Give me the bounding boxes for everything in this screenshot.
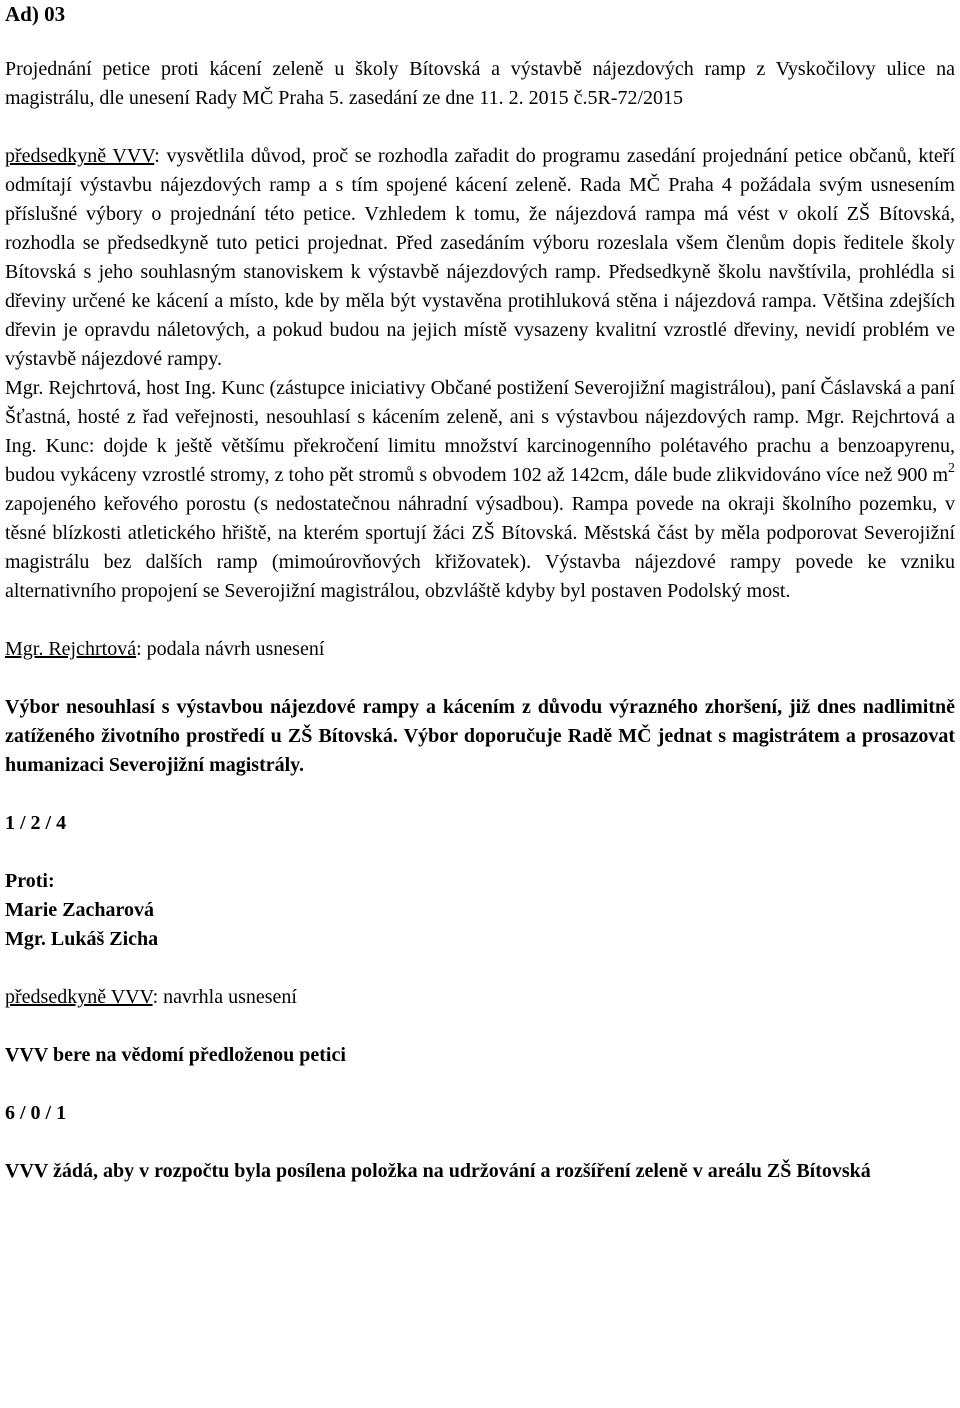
spacer (5, 1012, 955, 1041)
spacer (5, 838, 955, 867)
resolution-3: VVV žádá, aby v rozpočtu byla posílena položka na udržování a rozšíření zeleně v areálu ZŠ Bítovská (5, 1160, 871, 1182)
superscript-two: 2 (948, 461, 955, 476)
spacer (5, 780, 955, 809)
agenda-item-heading: Ad) 03 (5, 2, 66, 26)
spacer (5, 1128, 955, 1157)
chair2-text: : navrhla usnesení (152, 986, 297, 1008)
proposal-speaker-label: Mgr. Rejchrtová (5, 638, 137, 660)
resolution-2: VVV bere na vědomí předloženou petici (5, 1044, 346, 1066)
guests-statement-paragraph (5, 374, 955, 606)
document-page (5, 0, 955, 1186)
spacer (5, 664, 955, 693)
against-member-2: Mgr. Lukáš Zicha (5, 928, 159, 950)
proposal-text: : podala návrh usnesení (136, 638, 325, 660)
chair-statement-paragraph (5, 142, 955, 374)
proposal-paragraph (5, 635, 955, 664)
chair-proposal-paragraph (5, 983, 955, 1012)
spacer (5, 113, 955, 142)
spacer (5, 606, 955, 635)
intro-paragraph: Projednání petice proti kácení zeleně u školy Bítovská a výstavbě nájezdových ramp z Vyskočilovy ulice na magistrálu, dle unesení Rady MČ Praha 5. zasedání ze dne 11. 2. 2015 č.5R-72/2015 (5, 58, 955, 109)
against-label: Proti: (5, 870, 55, 892)
chair2-speaker-label: předsedkyně VVV (5, 986, 153, 1008)
guests-statement-text-2: zapojeného keřového porostu (s nedostatečnou náhradní výsadbou). Rampa povede na okraji školního pozemku, v těsné blízkosti atletického hřiště, na kterém sportují žáci ZŠ Bítovská. Městská část by měla podporovat Severojižní magistrálu bez dalších ramp (mimoúrovňových křižovatek). Výstavba nájezdové rampy povede ke vzniku alternativního propojení se Severojižní magistrálou, obzvláště kdyby byl postaven Podolský most. (5, 493, 955, 602)
vote-result-1: 1 / 2 / 4 (5, 812, 67, 834)
resolution-1: Výbor nesouhlasí s výstavbou nájezdové rampy a kácením z důvodu výrazného zhoršení, již dnes nadlimitně zatíženého životního prostředí u ZŠ Bítovská. Výbor doporučuje Radě MČ jednat s magistrátem a prosazovat humanizaci Severojižní magistrály. (5, 696, 955, 776)
spacer (5, 1070, 955, 1099)
vote-result-2: 6 / 0 / 1 (5, 1102, 67, 1124)
guests-statement-text-1: Mgr. Rejchrtová, host Ing. Kunc (zástupce iniciativy Občané postižení Severojižní magistrálou), paní Čáslavská a paní Šťastná, hosté z řad veřejnosti, nesouhlasí s kácením zeleně, ani s výstavbou nájezdových ramp. Mgr. Rejchrtová a Ing. Kunc: dojde k ještě většímu překročení limitu množství karcinogenního polétavého prachu a benzoapyrenu, budou vykáceny vzrostlé stromy, z toho pět stromů s obvodem 102 až 142cm, dále bude zlikvidováno více než 900 m (5, 377, 955, 486)
against-member-1: Marie Zacharová (5, 899, 155, 921)
chair-speaker-label: předsedkyně VVV (5, 145, 155, 167)
chair-statement-text: : vysvětlila důvod, proč se rozhodla zařadit do programu zasedání projednání petice občanů, kteří odmítají výstavbu nájezdových ramp a s tím spojené kácení zeleně. Rada MČ Praha 4 požádala svým usnesením příslušné výbory o projednání této petice. Vzhledem k tomu, že nájezdová rampa má vést v okolí ZŠ Bítovská, rozhodla se předsedkyně tuto petici projednat. Před zasedáním výboru rozeslala všem členům dopis ředitele školy Bítovská s jeho souhlasným stanoviskem k výstavbě nájezdových ramp. Předsedkyně školu navštívila, prohlédla si dřeviny určené ke kácení a místo, kde by měla být vystavěna protihluková stěna i nájezdová rampa. Většina zdejších dřevin je opravdu náletových, a pokud budou na jejich místě vysazeny kvalitní vzrostlé dřeviny, nevidí problém ve výstavbě nájezdové rampy. (5, 145, 956, 370)
spacer (5, 954, 955, 983)
